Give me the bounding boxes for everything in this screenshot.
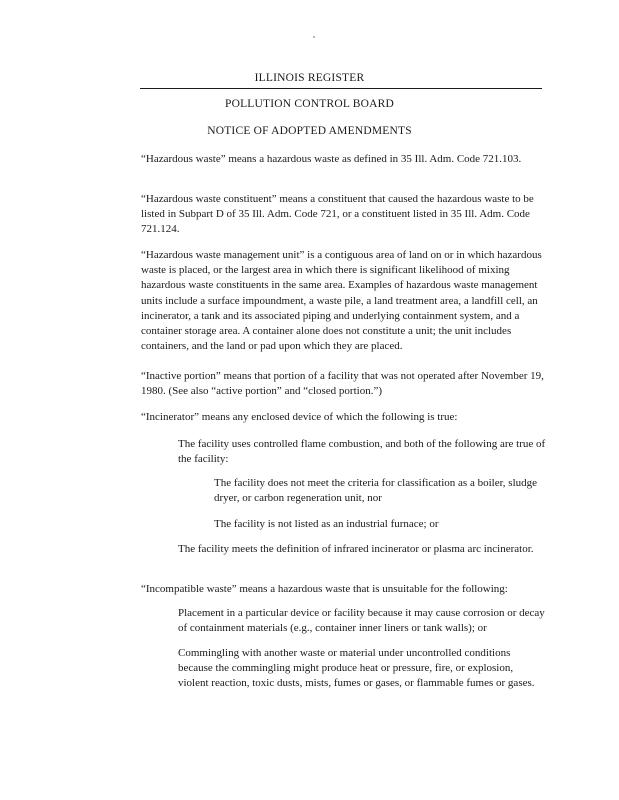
incinerator-subsection-a: The facility uses controlled flame combustion, and both of the following are true of the facility:: [178, 438, 546, 466]
definition-hazardous-waste-constituent: “Hazardous waste constituent” means a constituent that caused the hazardous waste to be listed in Subpart D of 35 Ill. Adm. Code 721, or a constituent listed in 35 Ill. Adm. Code 721.124.: [141, 193, 534, 236]
incinerator-subsection-a-i: The facility does not meet the criteria for classification as a boiler, sludge dryer, or carbon regeneration unit, nor: [214, 477, 538, 505]
incinerator-subsection-b: The facility meets the definition of infrared incinerator or plasma arc incinerator.: [178, 543, 534, 555]
board-title: POLLUTION CONTROL BOARD: [224, 98, 394, 110]
scan-speck: [313, 36, 315, 38]
header-rule: [140, 88, 542, 89]
incinerator-subsection-a-ii: The facility is not listed as an industrial furnace; or: [214, 518, 439, 530]
definition-hazardous-waste: “Hazardous waste” means a hazardous waste as defined in 35 Ill. Adm. Code 721.103.: [141, 153, 522, 165]
definition-inactive-portion: “Inactive portion” means that portion of a facility that was not operated after November 19, 1980. (See also “active portion” and “closed portion.”): [141, 370, 544, 398]
notice-title: NOTICE OF ADOPTED AMENDMENTS: [207, 125, 412, 137]
register-title: ILLINOIS REGISTER: [254, 72, 365, 84]
definition-hazardous-waste-management-unit: “Hazardous waste management unit” is a contiguous area of land on or in which hazardous waste is placed, or the largest area in which there is significant likelihood of mixing hazardous waste constituents in the same area. Examples of hazardous waste management units include a surface impoundment, a waste pile, a land treatment area, a landfill cell, an incinerator, a tank and its associated piping and underlying containment system, and a container storage area. A container alone does not constitute a unit; the unit includes containers, and the land or pad upon which they are placed.: [141, 249, 542, 353]
definition-incompatible-waste: “Incompatible waste” means a hazardous waste that is unsuitable for the following:: [141, 583, 508, 595]
incompatible-subsection-b: Commingling with another waste or material under uncontrolled conditions because the commingling might produce heat or pressure, fire, or explosion, violent reaction, toxic dusts, mists, fumes or gases, or flammable fumes or gases.: [178, 647, 535, 690]
definition-incinerator: “Incinerator” means any enclosed device of which the following is true:: [141, 411, 458, 423]
incompatible-subsection-a: Placement in a particular device or facility because it may cause corrosion or decay of containment materials (e.g., container inner liners or tank walls); or: [178, 607, 545, 635]
